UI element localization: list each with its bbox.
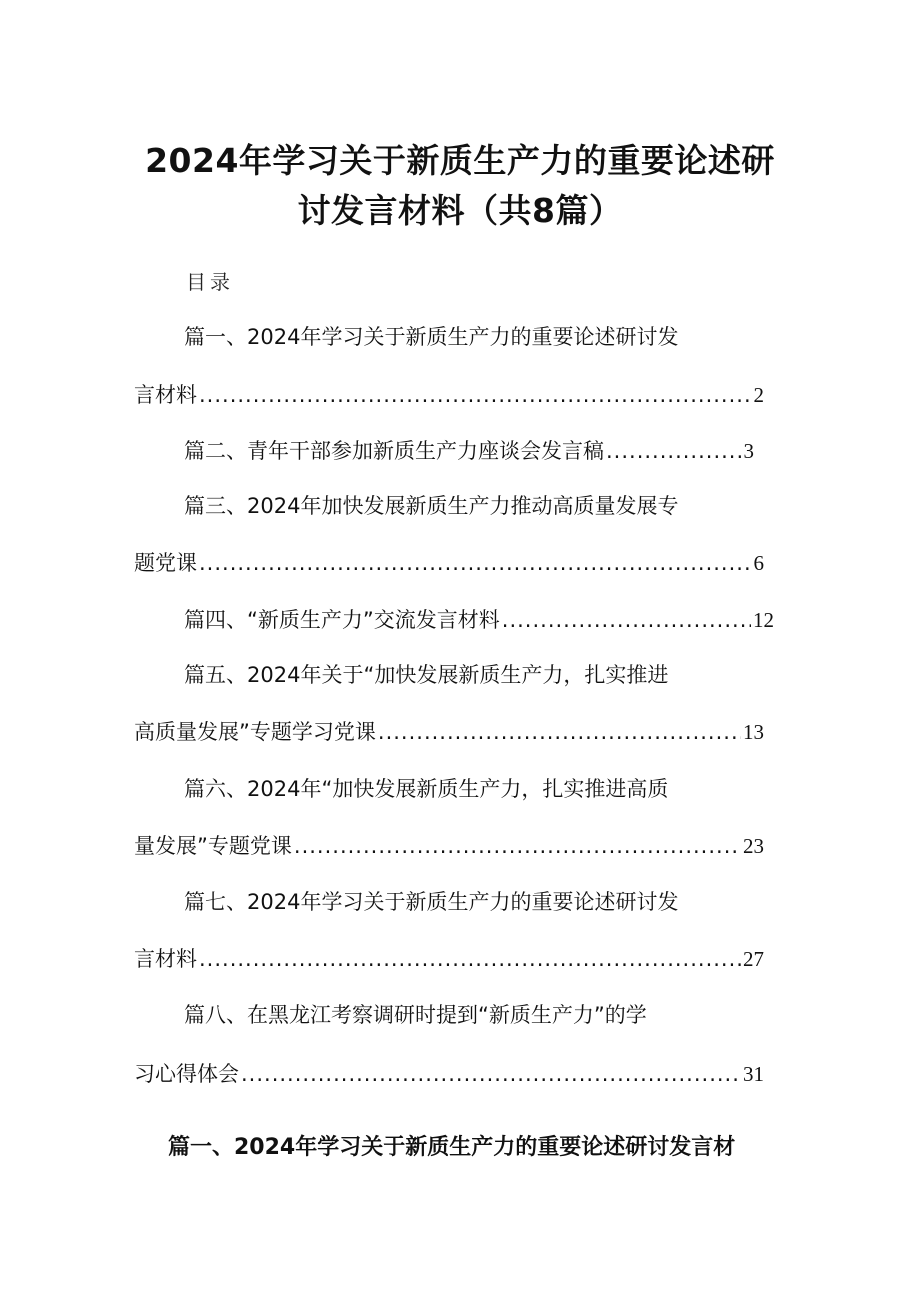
toc-entry-1-line-2[interactable]: [134, 380, 764, 410]
toc-page-number: 31: [743, 1062, 764, 1086]
toc-entry-text: 高质量发展”专题学习党课: [134, 720, 376, 744]
toc-entry-text: 言材料: [134, 383, 197, 407]
toc-entry-7-line-1[interactable]: 篇七、2024年学习关于新质生产力的重要论述研讨发: [184, 890, 679, 914]
toc-page-number: 6: [753, 551, 764, 575]
toc-entry-text: 量发展”专题党课: [134, 834, 292, 858]
dot-leader: [378, 717, 741, 747]
toc-entry-text: 习心得体会: [134, 1062, 239, 1086]
dot-leader: [241, 1059, 741, 1089]
toc-entry-7-line-2[interactable]: [134, 944, 764, 974]
dot-leader: [199, 548, 752, 578]
section-heading: 篇一、2024年学习关于新质生产力的重要论述研讨发言材: [168, 1135, 736, 1160]
dot-leader: [199, 380, 752, 410]
dot-leader: [199, 944, 741, 974]
toc-entry-4[interactable]: [184, 605, 774, 635]
toc-entry-6-line-2[interactable]: [134, 831, 764, 861]
toc-page-number: 27: [743, 947, 764, 971]
toc-entry-text: 题党课: [134, 551, 197, 575]
toc-entry-text: 言材料: [134, 947, 197, 971]
toc-page-number: 2: [753, 383, 764, 407]
toc-page-number: 13: [743, 720, 764, 744]
toc-page-number: 3: [743, 439, 754, 463]
toc-page-number: 12: [753, 608, 774, 632]
toc-entry-1-line-1[interactable]: 篇一、2024年学习关于新质生产力的重要论述研讨发: [184, 325, 679, 349]
dot-leader: [606, 436, 742, 466]
toc-entry-8-line-2[interactable]: [134, 1059, 764, 1089]
toc-entry-3-line-1[interactable]: 篇三、2024年加快发展新质生产力推动高质量发展专: [184, 494, 679, 518]
toc-entry-6-line-1[interactable]: 篇六、2024年“加快发展新质生产力，扎实推进高质: [184, 777, 669, 801]
dot-leader: [502, 605, 751, 635]
toc-heading: 目录: [186, 270, 234, 294]
document-title-line-2: 讨发言材料（共8篇）: [297, 191, 623, 230]
toc-page-number: 23: [743, 834, 764, 858]
dot-leader: [294, 831, 741, 861]
toc-entry-text: 篇四、“新质生产力”交流发言材料: [184, 608, 500, 632]
toc-entry-3-line-2[interactable]: [134, 548, 764, 578]
toc-entry-text: 篇二、青年干部参加新质生产力座谈会发言稿: [184, 439, 604, 463]
toc-entry-5-line-2[interactable]: [134, 717, 764, 747]
document-title-line-1: 2024年学习关于新质生产力的重要论述研: [145, 141, 775, 180]
toc-entry-5-line-1[interactable]: 篇五、2024年关于“加快发展新质生产力，扎实推进: [184, 663, 669, 687]
toc-entry-2[interactable]: [184, 436, 754, 466]
toc-entry-8-line-1[interactable]: 篇八、在黑龙江考察调研时提到“新质生产力”的学: [184, 1003, 647, 1027]
